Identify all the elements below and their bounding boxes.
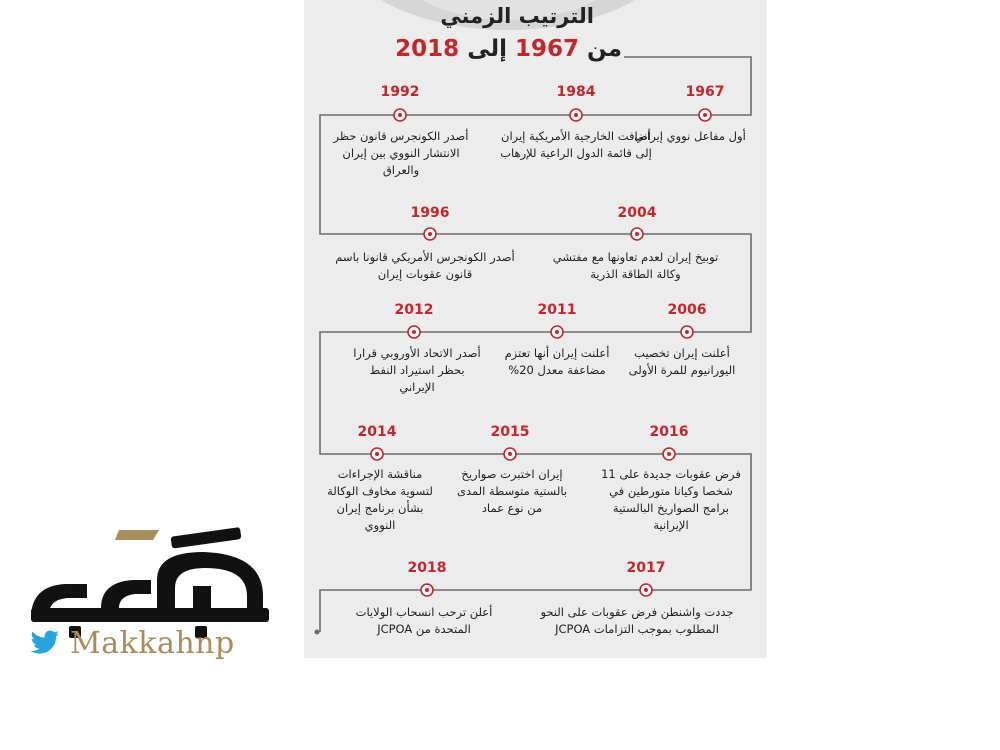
- event-text: أصدر الاتحاد الأوروبي قرارا بحظر استيراد النفط الإيراني: [353, 346, 481, 394]
- event-text: أعلنت إيران أنها تعتزم مضاعفة معدل 20%: [504, 346, 610, 377]
- year-label: 1992: [380, 84, 420, 100]
- year-label: 2018: [407, 560, 447, 576]
- twitter-bird-icon: [30, 630, 60, 656]
- year-label: 2012: [394, 302, 434, 318]
- infographic-subtitle: من 1967 إلى 2018: [395, 36, 622, 62]
- year-label: 1984: [556, 84, 596, 100]
- event-text: أعلن ترحب انسحاب الولايات المتحدة من JCPOA: [355, 605, 493, 636]
- event-text: أعلنت إيران تخصيب اليورانيوم للمرة الأولى: [628, 346, 736, 377]
- year-label: 2017: [626, 560, 666, 576]
- year-label: 2016: [649, 424, 689, 440]
- event-text: جددت واشنطن فرض عقوبات على النحو المطلوب بموجب التزامات JCPOA: [540, 605, 734, 636]
- event-text: مناقشة الإجراءات لتسوية مخاوف الوكالة بشأن برنامج إيران النووي: [327, 467, 433, 532]
- event-text: إيران اختبرت صواريخ بالستية متوسطة المدى من نوع عماد: [456, 467, 568, 515]
- event-text: فرض عقوبات جديدة على 11 شخصا وكيانا متورطين في برامج الصواريخ البالستية الإيرانية: [601, 467, 741, 532]
- year-label: 2011: [537, 302, 577, 318]
- year-label: 1996: [410, 205, 450, 221]
- infographic-panel: [304, 0, 767, 658]
- event-text: أضافت الخارجية الأمريكية إيران إلى قائمة الدول الراعية للإرهاب: [500, 129, 652, 160]
- year-label: 2006: [667, 302, 707, 318]
- infographic-title: الترتيب الزمني: [440, 4, 594, 28]
- year-label: 2004: [617, 205, 657, 221]
- event-text: أصدر الكونجرس قانون حظر الانتشار النووي بين إيران والعراق: [333, 129, 469, 177]
- brand-name: Makkahnp: [70, 626, 235, 661]
- event-text: توبيخ إيران لعدم تعاونها مع مفتشي وكالة الطاقة الذرية: [552, 250, 719, 281]
- event-text: أول مفاعل نووي إيراني: [634, 129, 746, 143]
- year-label: 2014: [357, 424, 397, 440]
- year-label: 2015: [490, 424, 530, 440]
- year-label: 1967: [685, 84, 725, 100]
- event-text: أصدر الكونجرس الأمريكي قانونا باسم قانون عقوبات إيران: [335, 250, 515, 281]
